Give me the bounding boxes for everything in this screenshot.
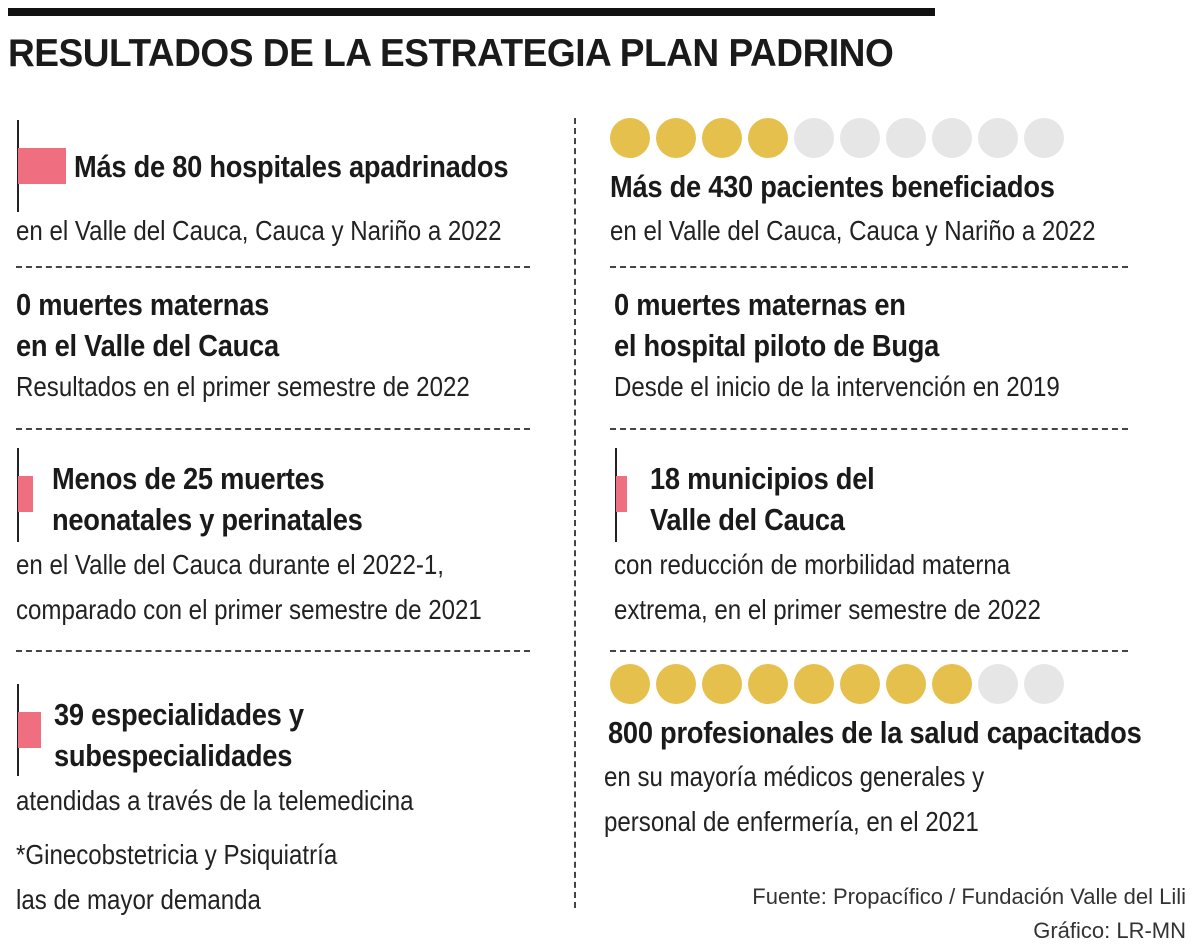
professionals-dot-3-filled	[702, 664, 742, 704]
patients-dot-1-filled	[610, 118, 650, 158]
patients-dot-4-filled	[748, 118, 788, 158]
professionals-dot-9-empty	[978, 664, 1018, 704]
neonatal-sub-1: en el Valle del Cauca durante el 2022-1,	[16, 549, 444, 580]
neonatal-headline-1: Menos de 25 muertes	[52, 461, 325, 496]
divider-right-3	[610, 650, 1128, 652]
hospitals-sub: en el Valle del Cauca, Cauca y Nariño a 2022	[16, 215, 502, 246]
municipalities-sub-2: extrema, en el primer semestre de 2022	[614, 594, 1041, 625]
professionals-dot-1-filled	[610, 664, 650, 704]
top-rule	[8, 8, 935, 16]
municipalities-headline-2: Valle del Cauca	[650, 502, 845, 537]
neonatal-sub-block	[16, 542, 558, 632]
patients-block	[610, 166, 1115, 207]
patients-dot-9-empty	[978, 118, 1018, 158]
specialties-headline-2: subespecialidades	[54, 738, 293, 773]
specialties-note-1: *Ginecobstetricia y Psiquiatría	[16, 839, 338, 870]
specialties-headline-1: 39 especialidades y	[54, 697, 304, 732]
divider-left-2	[16, 428, 530, 430]
municipalities-bar	[616, 476, 627, 512]
professionals-sub-1: en su mayoría médicos generales y	[604, 761, 985, 792]
patients-headline: Más de 430 pacientes beneficiados	[610, 169, 1055, 204]
professionals-dot-10-empty	[1024, 664, 1064, 704]
professionals-dot-7-filled	[886, 664, 926, 704]
patients-sub: en el Valle del Cauca, Cauca y Nariño a 2022	[610, 215, 1096, 246]
neonatal-headline-2: neonatales y perinatales	[52, 502, 363, 537]
professionals-sub-block	[604, 754, 1046, 844]
maternal-sub-block	[16, 364, 544, 409]
hospitals-sub-block	[16, 208, 581, 253]
divider-left-3	[16, 650, 530, 652]
professionals-block	[608, 712, 1200, 753]
specialties-block	[54, 694, 338, 776]
maternal-headline-1: 0 muertes maternas	[16, 287, 270, 322]
specialties-note-2: las de mayor demanda	[16, 884, 261, 915]
patients-dot-5-empty	[794, 118, 834, 158]
neonatal-sub-2: comparado con el primer semestre de 2021	[16, 594, 482, 625]
buga-sub: Desde el inicio de la intervención en 2019	[614, 371, 1060, 402]
municipalities-headline-1: 18 municipios del	[650, 461, 875, 496]
page-title: RESULTADOS DE LA ESTRATEGIA PLAN PADRINO	[8, 32, 894, 75]
patients-dot-3-filled	[702, 118, 742, 158]
specialties-sub: atendidas a través de la telemedicina	[16, 785, 414, 816]
maternal-headline-2: en el Valle del Cauca	[16, 328, 279, 363]
buga-headline-2: el hospital piloto de Buga	[614, 328, 940, 363]
buga-sub-block	[614, 364, 1132, 409]
maternal-block	[16, 284, 315, 366]
municipalities-sub-1: con reducción de morbilidad materna	[614, 549, 1011, 580]
municipalities-block	[650, 458, 905, 540]
hospitals-bar	[18, 148, 66, 184]
buga-headline-1: 0 muertes maternas en	[614, 287, 906, 322]
professionals-dot-6-filled	[840, 664, 880, 704]
municipalities-sub-block	[614, 542, 1110, 632]
professionals-headline: 800 profesionales de la salud capacitados	[608, 715, 1142, 750]
hospitals-block	[74, 146, 567, 187]
credit-note: Gráfico: LR-MN	[1033, 918, 1186, 943]
patients-dot-7-empty	[886, 118, 926, 158]
source-note: Fuente: Propacífico / Fundación Valle del Lili	[752, 884, 1186, 909]
buga-block	[614, 284, 983, 366]
professionals-sub-2: personal de enfermería, en el 2021	[604, 806, 979, 837]
professionals-dot-4-filled	[748, 664, 788, 704]
specialties-bar	[18, 712, 41, 748]
patients-dot-8-empty	[932, 118, 972, 158]
maternal-sub: Resultados en el primer semestre de 2022	[16, 371, 470, 402]
divider-left-1	[16, 266, 530, 268]
patients-dot-6-empty	[840, 118, 880, 158]
professionals-dot-2-filled	[656, 664, 696, 704]
patients-dot-10-empty	[1024, 118, 1064, 158]
divider-right-2	[610, 428, 1128, 430]
patients-sub-block	[610, 208, 1175, 253]
specialties-note-block	[16, 832, 390, 922]
hospitals-headline: Más de 80 hospitales apadrinados	[74, 149, 509, 184]
neonatal-bar	[18, 476, 33, 512]
professionals-dot-8-filled	[932, 664, 972, 704]
divider-right-1	[610, 266, 1128, 268]
patients-dot-2-filled	[656, 118, 696, 158]
professionals-dot-5-filled	[794, 664, 834, 704]
neonatal-block	[52, 458, 405, 540]
specialties-sub-block	[16, 778, 478, 823]
